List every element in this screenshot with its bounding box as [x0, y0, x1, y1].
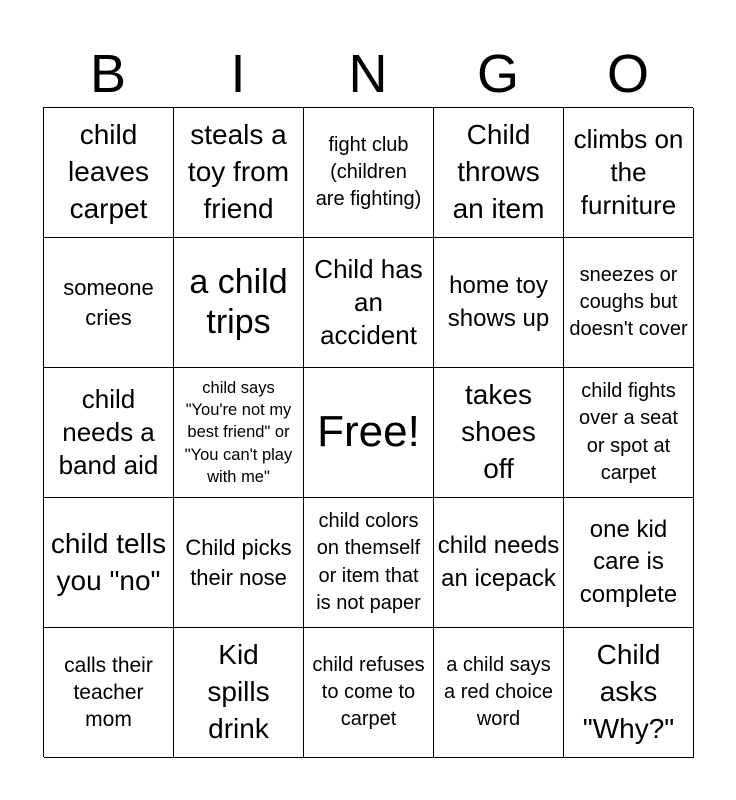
bingo-cell[interactable] — [434, 238, 564, 368]
cell-text: climbs on the furniture — [573, 124, 684, 220]
cell-text: Kid spills drink — [207, 639, 270, 744]
bingo-cell[interactable] — [564, 368, 694, 498]
cell-text: sneezes or coughs but doesn't cover — [569, 263, 688, 341]
header-letter-i: I — [230, 44, 246, 104]
bingo-cell[interactable] — [44, 628, 174, 758]
cell-text: child tells you "no" — [50, 527, 167, 596]
cell-text: child says "You're not my best friend" or "You can't play with me" — [184, 379, 293, 486]
bingo-cell[interactable] — [434, 628, 564, 758]
cell-text: Child picks their nose — [185, 534, 292, 590]
bingo-cell[interactable] — [304, 628, 434, 758]
cell-text: one kid care is complete — [579, 515, 678, 608]
cell-text: child refuses to come to carpet — [312, 653, 425, 731]
cell-text: child needs a band aid — [58, 384, 159, 480]
bingo-cell[interactable] — [564, 628, 694, 758]
header-letter-b: B — [89, 44, 127, 104]
bingo-cell[interactable] — [174, 368, 304, 498]
bingo-cell[interactable] — [174, 238, 304, 368]
bingo-cell[interactable] — [434, 498, 564, 628]
bingo-cell[interactable] — [44, 108, 174, 238]
cell-text: a child says a red choice word — [444, 653, 553, 731]
cell-text: Child has an accident — [314, 254, 423, 350]
cell-text: a child trips — [189, 263, 288, 341]
cell-text: calls their teacher mom — [64, 653, 153, 732]
bingo-cell[interactable] — [304, 238, 434, 368]
cell-text: child needs an icepack — [437, 532, 560, 592]
bingo-cell[interactable] — [44, 368, 174, 498]
header-letter-o: O — [606, 44, 649, 104]
bingo-cell[interactable] — [174, 628, 304, 758]
bingo-cell[interactable] — [174, 108, 304, 238]
cell-text: child colors on themself or item that is not paper — [316, 510, 421, 614]
header-letter-g: G — [476, 44, 519, 104]
bingo-cell[interactable] — [434, 108, 564, 238]
bingo-cell[interactable] — [44, 238, 174, 368]
cell-text: steals a toy from friend — [187, 119, 290, 224]
header-letter-n: N — [348, 44, 388, 104]
cell-text: child fights over a seat or spot at carpet — [579, 380, 678, 484]
bingo-cell[interactable] — [44, 498, 174, 628]
bingo-cell[interactable] — [564, 498, 694, 628]
cell-text: Child asks "Why?" — [582, 639, 675, 744]
bingo-header — [43, 40, 693, 108]
bingo-cell[interactable] — [564, 108, 694, 238]
bingo-cell[interactable] — [174, 498, 304, 628]
bingo-cell[interactable] — [304, 498, 434, 628]
bingo-cell[interactable] — [564, 238, 694, 368]
cell-text: takes shoes off — [461, 379, 536, 484]
cell-text: child leaves carpet — [68, 119, 149, 224]
cell-text: Child throws an item — [452, 119, 545, 224]
bingo-cell[interactable] — [434, 368, 564, 498]
bingo-cell-free[interactable] — [304, 368, 434, 498]
cell-text: home toy shows up — [447, 272, 550, 332]
cell-text: someone cries — [63, 274, 154, 330]
bingo-cell[interactable] — [304, 108, 434, 238]
cell-text: fight club (children are fighting) — [315, 133, 422, 211]
bingo-board — [43, 107, 693, 757]
free-space-text: Free! — [317, 407, 420, 457]
